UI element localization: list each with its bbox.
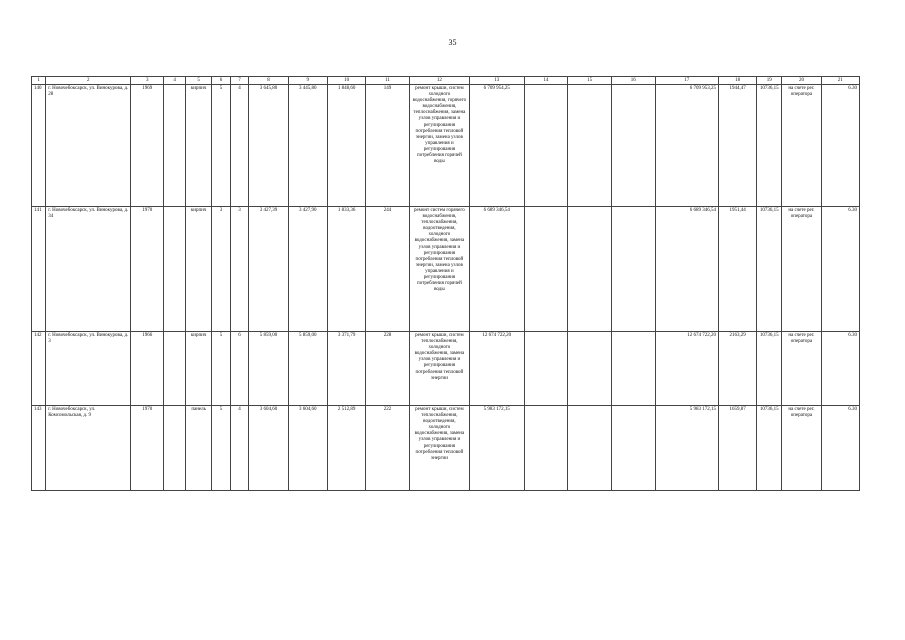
material-cell: кирпич	[186, 207, 212, 332]
area-living-cell: 3 604,60	[288, 406, 327, 491]
entrances-cell: 4	[230, 85, 249, 207]
rate-cell: 6.30	[821, 406, 859, 491]
empty-cell	[164, 406, 186, 491]
limit-cost-cell: 10736,15	[757, 406, 782, 491]
rate-cell: 6.30	[821, 85, 859, 207]
material-cell: кирпич	[186, 85, 212, 207]
header-cell: 9	[288, 77, 327, 85]
year-cell: 1970	[131, 207, 164, 332]
empty-cell	[611, 85, 655, 207]
method-cell: на счете рег. оператора	[782, 406, 821, 491]
header-cell: 21	[821, 77, 859, 85]
area-private-cell: 3 371,79	[327, 332, 365, 406]
header-cell: 3	[131, 77, 164, 85]
header-cell: 15	[568, 77, 612, 85]
header-cell: 10	[327, 77, 365, 85]
total-cost-cell: 6 689 346,54	[469, 207, 524, 332]
material-cell: панель	[186, 406, 212, 491]
area-private-cell: 2 512,89	[327, 406, 365, 491]
area-living-cell: 5 859,00	[288, 332, 327, 406]
residents-cell: 244	[366, 207, 410, 332]
empty-cell	[524, 85, 568, 207]
table-row	[32, 332, 860, 406]
header-cell: 13	[469, 77, 524, 85]
entrances-cell: 3	[230, 207, 249, 332]
header-cell: 11	[366, 77, 410, 85]
area-living-cell: 3 427,90	[288, 207, 327, 332]
residents-cell: 228	[366, 332, 410, 406]
works-cell: ремонт крыши, систем теплоснабжения, холодного водоснабжения, замена узлов управления и регулирования потребления тепловой энергии	[409, 332, 469, 406]
works-cell: ремонт крыши, систем холодного водоснабжения, горячего водоснабжения, теплоснабжения, замена узлов управления и регулирования потребления тепловой энергии, замена узлов управления и регулирования потребления горячей воды	[409, 85, 469, 207]
floors-cell: 5	[212, 85, 231, 207]
row-number: 140	[32, 85, 46, 207]
empty-cell	[568, 207, 612, 332]
header-cell: 17	[655, 77, 718, 85]
address-cell: г. Новочебоксарск, ул. Винокурова, д. 34	[46, 207, 131, 332]
works-cell: ремонт крыши, систем теплоснабжения, водоотведения, холодного водоснабжения, замена узлов управления и регулирования потребления тепловой энергии	[409, 406, 469, 491]
header-cell: 19	[757, 77, 782, 85]
header-cell: 4	[164, 77, 186, 85]
header-cell: 20	[782, 77, 821, 85]
owners-cost-cell: 6 709 953,25	[655, 85, 718, 207]
header-cell: 18	[718, 77, 756, 85]
table-row	[32, 207, 860, 332]
empty-cell	[164, 207, 186, 332]
floors-cell: 3	[212, 207, 231, 332]
total-cost-cell: 12 674 722,20	[469, 332, 524, 406]
entrances-cell: 6	[230, 332, 249, 406]
table-row	[32, 406, 860, 491]
header-cell: 14	[524, 77, 568, 85]
address-cell: г. Новочебоксарск, ул. Винокурова, д. 28	[46, 85, 131, 207]
capital-repair-table	[31, 76, 860, 491]
floors-cell: 5	[212, 332, 231, 406]
entrances-cell: 4	[230, 406, 249, 491]
area-total-cell: 5 859,00	[249, 332, 288, 406]
method-cell: на счете рег. оператора	[782, 85, 821, 207]
table-row	[32, 85, 860, 207]
header-cell: 12	[409, 77, 469, 85]
header-cell: 16	[611, 77, 655, 85]
owners-cost-cell: 12 674 722,20	[655, 332, 718, 406]
row-number: 142	[32, 332, 46, 406]
area-total-cell: 3 645,80	[249, 85, 288, 207]
header-cell: 7	[230, 77, 249, 85]
empty-cell	[524, 406, 568, 491]
address-cell: г. Новочебоксарск, ул. Винокурова, д. 3	[46, 332, 131, 406]
area-living-cell: 3 445,80	[288, 85, 327, 207]
rate-cell: 6.30	[821, 207, 859, 332]
total-cost-cell: 6 709 954,25	[469, 85, 524, 207]
year-cell: 1969	[131, 85, 164, 207]
rate-cell: 6.30	[821, 332, 859, 406]
empty-cell	[568, 85, 612, 207]
empty-cell	[164, 332, 186, 406]
area-total-cell: 3 604,60	[249, 406, 288, 491]
owners-cost-cell: 5 983 172,15	[655, 406, 718, 491]
empty-cell	[524, 332, 568, 406]
material-cell: кирпич	[186, 332, 212, 406]
limit-cost-cell: 10736,15	[757, 332, 782, 406]
header-cell: 5	[186, 77, 212, 85]
empty-cell	[164, 85, 186, 207]
unit-cost-cell: 2163,29	[718, 332, 756, 406]
residents-cell: 149	[366, 85, 410, 207]
limit-cost-cell: 10736,15	[757, 85, 782, 207]
residents-cell: 222	[366, 406, 410, 491]
header-cell: 2	[46, 77, 131, 85]
column-numbers-row	[32, 77, 860, 85]
area-private-cell: 1 848,60	[327, 85, 365, 207]
unit-cost-cell: 1659,87	[718, 406, 756, 491]
total-cost-cell: 5 983 172,15	[469, 406, 524, 491]
empty-cell	[568, 332, 612, 406]
empty-cell	[611, 332, 655, 406]
limit-cost-cell: 10736,15	[757, 207, 782, 332]
header-cell: 8	[249, 77, 288, 85]
empty-cell	[568, 406, 612, 491]
year-cell: 1966	[131, 332, 164, 406]
unit-cost-cell: 1951,44	[718, 207, 756, 332]
empty-cell	[611, 207, 655, 332]
page-number: 35	[448, 38, 457, 47]
area-private-cell: 1 833,36	[327, 207, 365, 332]
method-cell: на счете рег. оператора	[782, 207, 821, 332]
works-cell: ремонт систем горячего водоснабжения, теплоснабжения, водоотведения, холодного водоснабжения, замена узлов управления и регулирования потребления тепловой энергии, замена узлов управления и регулирования потребления горячей воды	[409, 207, 469, 332]
unit-cost-cell: 1944,47	[718, 85, 756, 207]
area-total-cell: 3 427,39	[249, 207, 288, 332]
header-cell: 6	[212, 77, 231, 85]
owners-cost-cell: 6 689 346,54	[655, 207, 718, 332]
header-cell: 1	[32, 77, 46, 85]
empty-cell	[611, 406, 655, 491]
year-cell: 1970	[131, 406, 164, 491]
empty-cell	[524, 207, 568, 332]
floors-cell: 5	[212, 406, 231, 491]
address-cell: г. Новочебоксарск, ул. Комсомольская, д. 9	[46, 406, 131, 491]
row-number: 141	[32, 207, 46, 332]
method-cell: на счете рег. оператора	[782, 332, 821, 406]
row-number: 143	[32, 406, 46, 491]
